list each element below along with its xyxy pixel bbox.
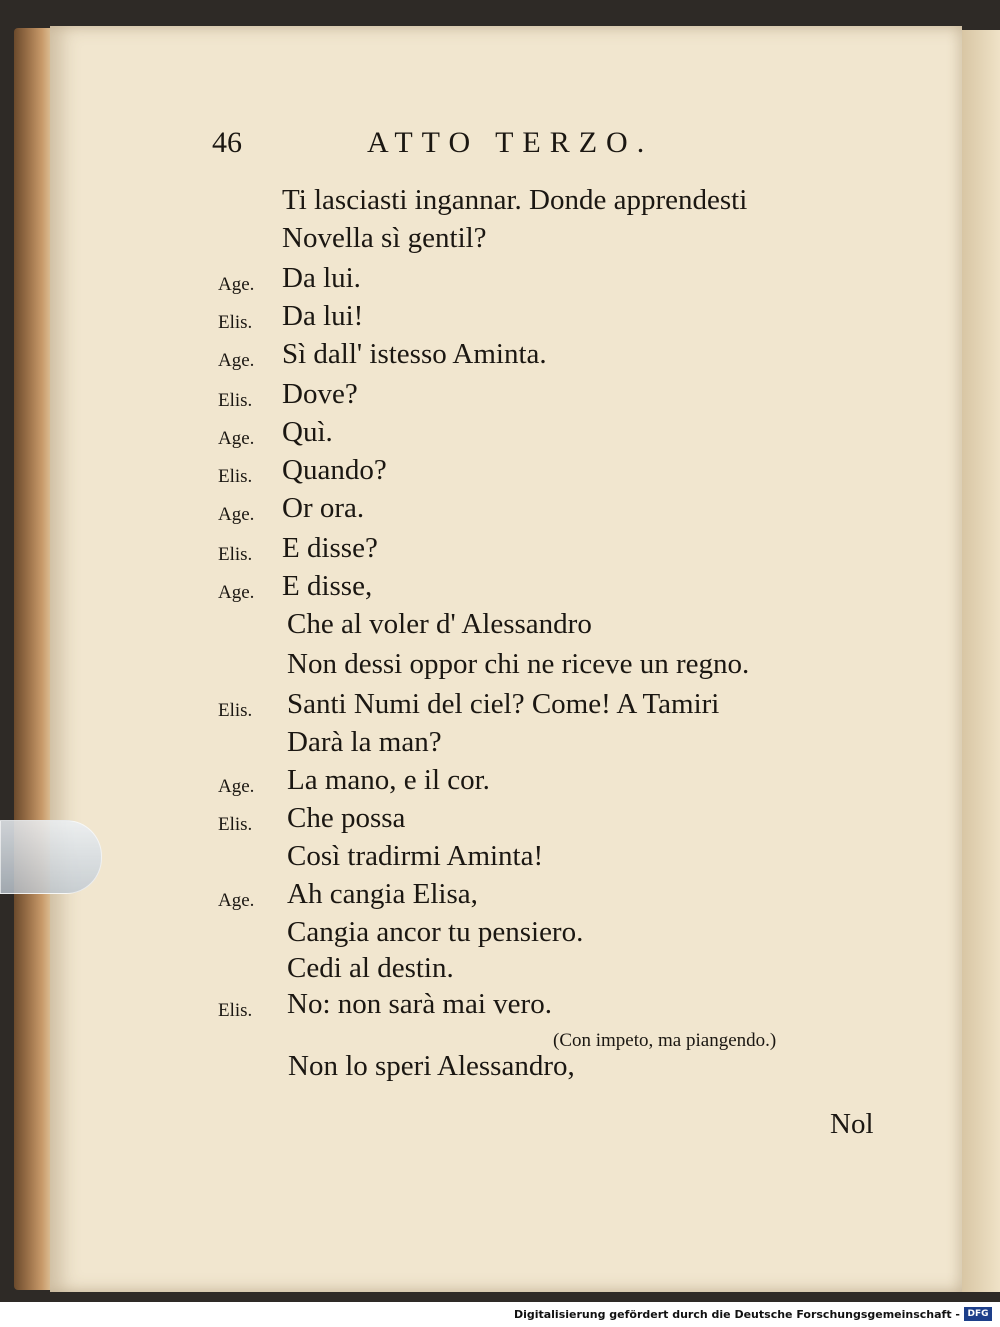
- dfg-logo: DFG: [964, 1307, 992, 1321]
- verse-line: Dove?: [282, 378, 358, 410]
- verse-line: Da lui!: [282, 300, 364, 332]
- speaker-label: Age.: [218, 504, 255, 525]
- speaker-label: Age.: [218, 274, 255, 295]
- verse-line: Quì.: [282, 416, 333, 448]
- verse-line: Quando?: [282, 454, 387, 486]
- speaker-label: Elis.: [218, 466, 253, 487]
- running-head: ATTO TERZO.: [367, 126, 654, 159]
- verse-line: Cedi al destin.: [287, 952, 454, 984]
- speaker-label: Elis.: [218, 390, 253, 411]
- footer-credit: Digitalisierung gefördert durch die Deutsche Forschungsgemeinschaft -: [513, 1308, 960, 1321]
- speaker-label: Age.: [218, 776, 255, 797]
- speaker-label: Age.: [218, 890, 255, 911]
- verse-line: Santi Numi del ciel? Come! A Tamiri: [287, 688, 720, 720]
- verse-line: Sì dall' istesso Aminta.: [282, 338, 547, 370]
- bookmark-tab: [0, 820, 102, 894]
- catchword: Nol: [830, 1108, 874, 1140]
- speaker-label: Elis.: [218, 814, 253, 835]
- speaker-label: Elis.: [218, 700, 253, 721]
- speaker-label: Age.: [218, 428, 255, 449]
- verse-line: Non dessi oppor chi ne riceve un regno.: [287, 648, 750, 680]
- footer-bar: [0, 1302, 1000, 1327]
- verse-line: E disse,: [282, 570, 373, 602]
- verse-line: Darà la man?: [287, 726, 442, 758]
- last-line: Non lo speri Alessandro,: [288, 1050, 575, 1082]
- verse-line: Cangia ancor tu pensiero.: [287, 916, 584, 948]
- verse-line: E disse?: [282, 532, 378, 564]
- speaker-label: Elis.: [218, 312, 253, 333]
- verse-line: Or ora.: [282, 492, 365, 524]
- verse-line: Così tradirmi Aminta!: [287, 840, 544, 872]
- speaker-label: Age.: [218, 350, 255, 371]
- speaker-label: Elis.: [218, 544, 253, 565]
- stage-direction: (Con impeto, ma piangendo.): [553, 1030, 777, 1051]
- verse-line: Che al voler d' Alessandro: [287, 608, 592, 640]
- next-page-edge: [962, 30, 1000, 1292]
- verse-line: Novella sì gentil?: [282, 222, 487, 254]
- verse-line: Da lui.: [282, 262, 361, 294]
- page-number: 46: [212, 126, 242, 159]
- speaker-label: Elis.: [218, 1000, 253, 1021]
- verse-line: Ti lasciasti ingannar. Donde apprendesti: [282, 184, 748, 216]
- page-header: [212, 126, 752, 166]
- book-edge: [14, 28, 54, 1290]
- speaker-label: Age.: [218, 582, 255, 603]
- verse-line: Che possa: [287, 802, 406, 834]
- verse-line: Ah cangia Elisa,: [287, 878, 478, 910]
- verse-line: No: non sarà mai vero.: [287, 988, 552, 1020]
- verse-line: La mano, e il cor.: [287, 764, 490, 796]
